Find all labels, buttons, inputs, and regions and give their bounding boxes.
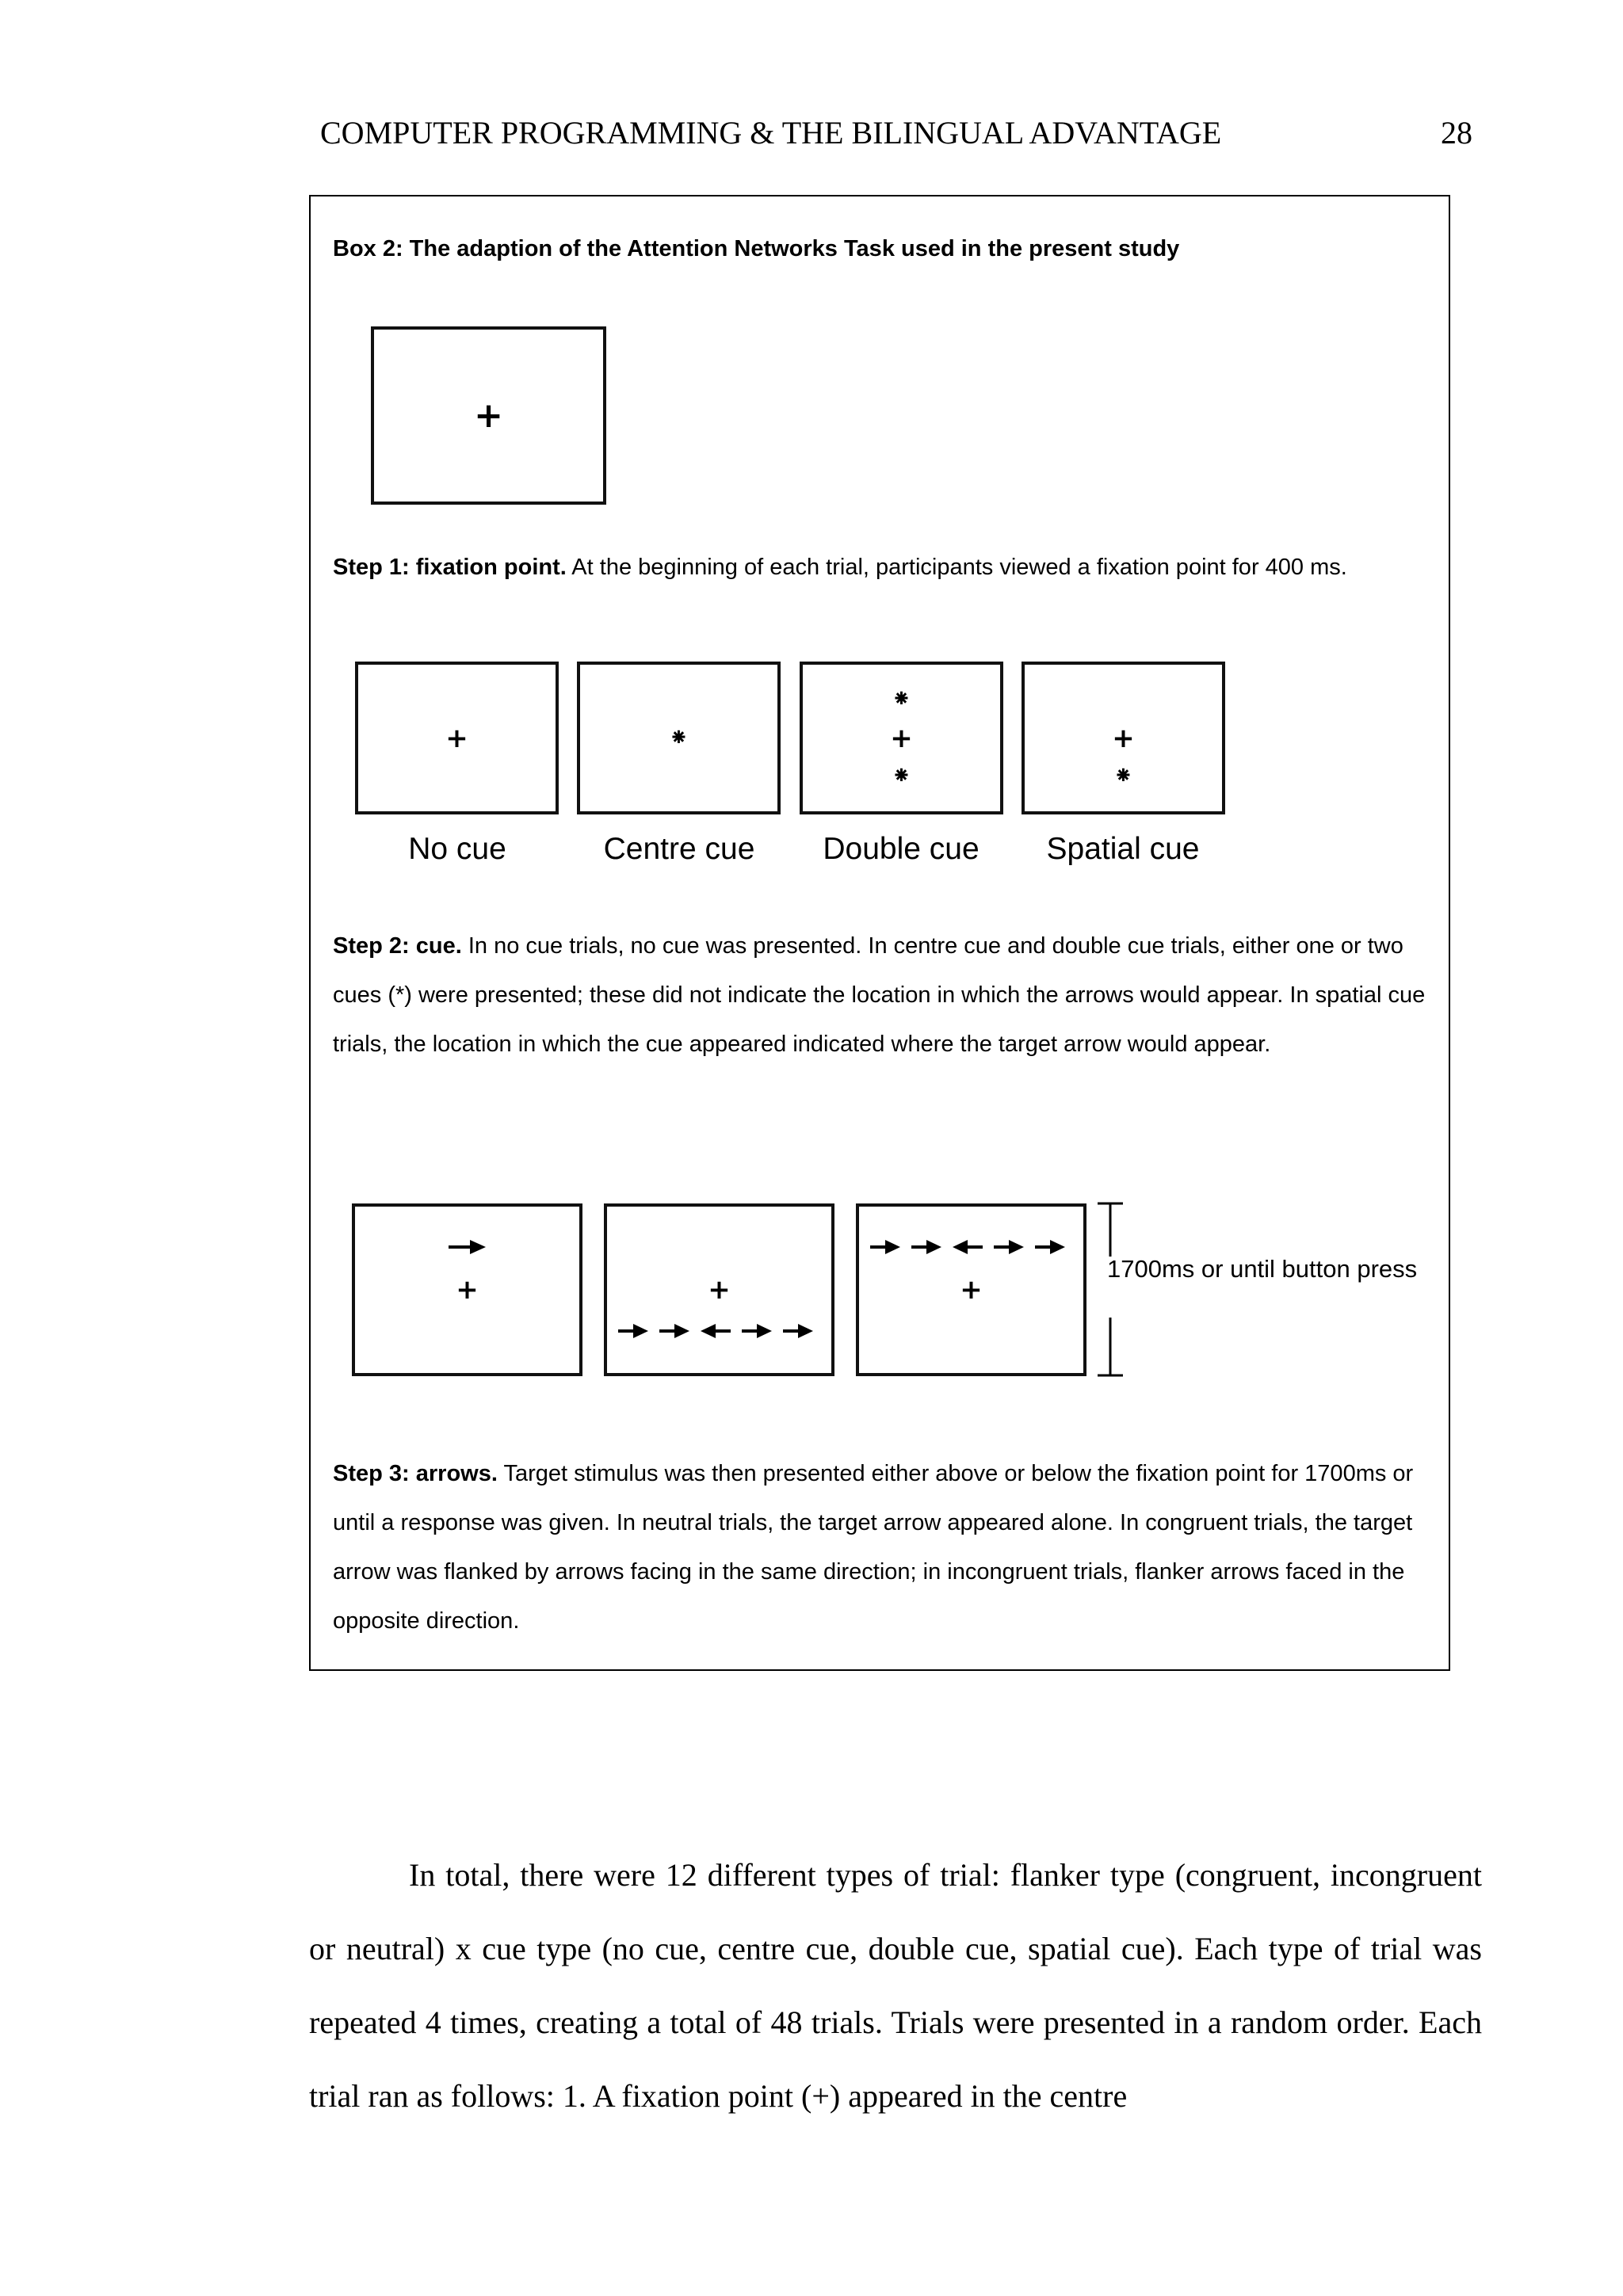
step3-text: Target stimulus was then presented either above or below the fixation point for 1700ms or until a response was given. In neutral trials, the target arrow appeared alone. In congruent trials, the target arrow was flanked by arrows facing in the same direction; in incongruent trials, flanker arrows faced in the opposite direction. [333, 1461, 1414, 1634]
box-title: Box 2: The adaption of the Attention Networks Task used in the present study [333, 236, 1180, 261]
duration-bracket-icon [1098, 1203, 1123, 1375]
right-arrow-icon [783, 1324, 813, 1338]
duration-label: 1700ms or until button press [1107, 1255, 1418, 1283]
cue-label-spatial-cue: Spatial cue [1046, 832, 1200, 866]
step3-label: Step 3: arrows. [333, 1461, 498, 1486]
cue-asterisk-icon: ⁕ [891, 761, 912, 790]
left-arrow-icon [953, 1240, 983, 1254]
cue-label-no-cue: No cue [408, 832, 506, 866]
fixation-cross-icon: + [456, 1274, 479, 1306]
right-arrow-icon [659, 1324, 689, 1338]
cue-label-centre-cue: Centre cue [603, 832, 755, 866]
step2-label: Step 2: cue. [333, 933, 462, 959]
right-arrow-icon [742, 1324, 772, 1338]
cue-asterisk-icon: ⁕ [668, 723, 689, 752]
cue-label-double-cue: Double cue [823, 832, 980, 866]
cue-asterisk-icon: ⁕ [891, 685, 912, 714]
cue-asterisk-icon: ⁕ [1113, 761, 1134, 790]
right-arrow-icon [870, 1240, 900, 1254]
left-arrow-icon [701, 1324, 731, 1338]
step1-label: Step 1: fixation point. [333, 555, 567, 580]
fixation-cross-icon: + [890, 722, 913, 754]
right-arrow-icon [911, 1240, 941, 1254]
step3-caption [333, 1449, 1434, 1646]
right-arrow-icon [994, 1240, 1024, 1254]
body-paragraph: In total, there were 12 different types of trial: flanker type (congruent, incongruent or neutral) x cue type (no cue, centre cue, double cue, spatial cue). Each type of trial was repeated 4 times, creating a total of 48 trials. Trials were presented in a random order. Each trial ran as follows: 1. A fixation point (+) appeared in the centre [309, 1857, 1482, 2114]
fixation-cross-icon: + [445, 722, 468, 754]
fixation-cross-icon: + [474, 395, 503, 436]
fixation-cross-icon: + [960, 1274, 983, 1306]
running-head: COMPUTER PROGRAMMING & THE BILINGUAL ADVANTAGE [320, 115, 1222, 151]
body-text [309, 1838, 1482, 2133]
step2-text: In no cue trials, no cue was presented. In centre cue and double cue trials, either one or two cues (*) were presented; these did not indicate the location in which the arrows would appear. In spatial cue trials, the location in which the cue appeared indicated where the target arrow would appear. [333, 933, 1426, 1057]
right-arrow-icon [449, 1240, 486, 1254]
right-arrow-icon [618, 1324, 648, 1338]
page-number: 28 [1441, 115, 1472, 151]
fixation-cross-icon: + [1112, 722, 1135, 754]
right-arrow-icon [1035, 1240, 1065, 1254]
figure-box [309, 195, 1450, 1671]
step1-text: At the beginning of each trial, participants viewed a fixation point for 400 ms. [566, 555, 1347, 580]
fixation-cross-icon: + [708, 1274, 731, 1306]
